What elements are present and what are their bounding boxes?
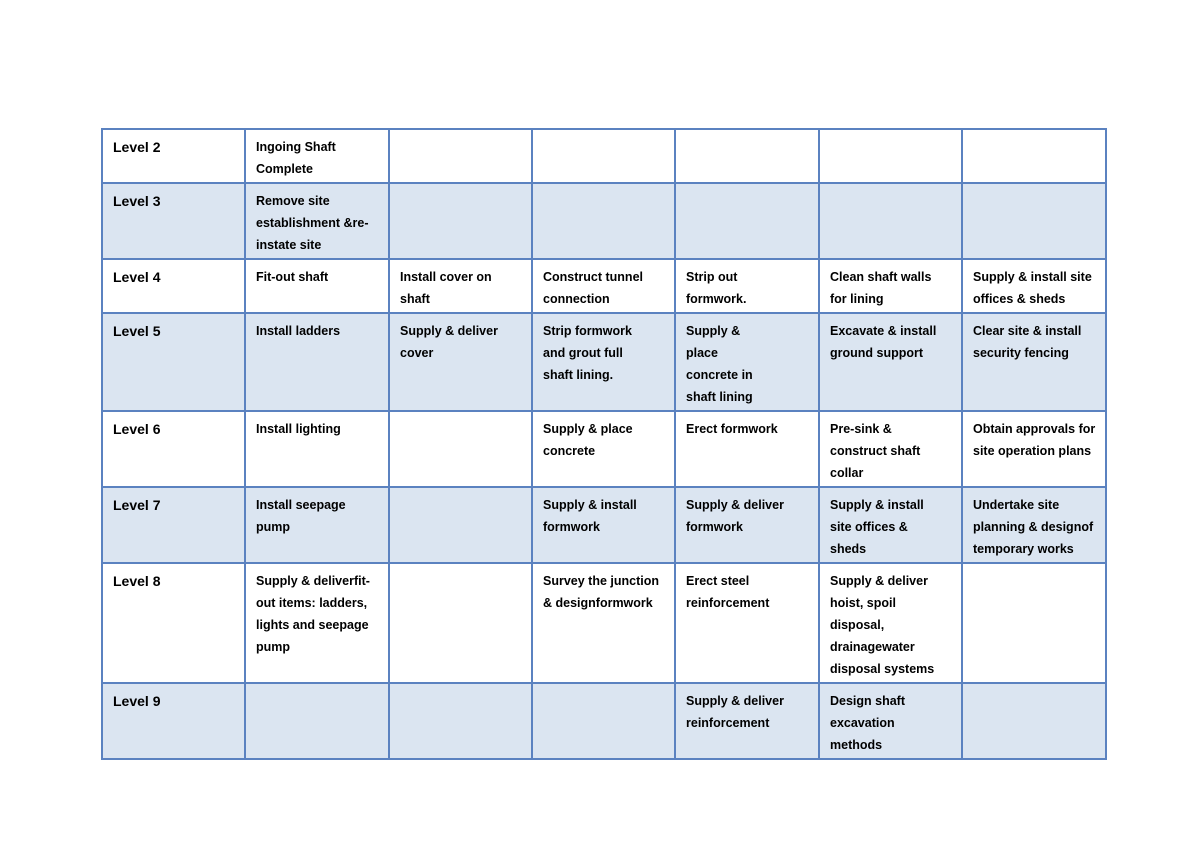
table-cell (532, 129, 675, 183)
table-cell (389, 683, 532, 759)
table-row (102, 487, 1106, 563)
table-cell: Clean shaft walls for lining (819, 259, 962, 313)
table-cell: Supply & place concrete in shaft lining (675, 313, 819, 411)
table-cell (962, 183, 1106, 259)
table-cell (819, 183, 962, 259)
level-cell: Level 8 (102, 563, 245, 683)
table-cell: Install seepage pump (245, 487, 389, 563)
table-row (102, 259, 1106, 313)
table-cell: Strip out formwork. (675, 259, 819, 313)
table-cell (819, 129, 962, 183)
table-cell: Pre-sink & construct shaft collar (819, 411, 962, 487)
table-cell: Supply & deliverfit- out items: ladders, lights and seepage pump (245, 563, 389, 683)
table-cell: Undertake site planning & designof temporary works (962, 487, 1106, 563)
level-cell: Level 5 (102, 313, 245, 411)
table-cell (389, 487, 532, 563)
level-cell: Level 4 (102, 259, 245, 313)
table-cell: Ingoing Shaft Complete (245, 129, 389, 183)
table-cell (532, 683, 675, 759)
table-cell (962, 129, 1106, 183)
work-breakdown-table (101, 128, 1107, 760)
table-cell: Supply & place concrete (532, 411, 675, 487)
level-cell: Level 9 (102, 683, 245, 759)
table-cell: Install cover on shaft (389, 259, 532, 313)
table-cell (675, 129, 819, 183)
table-cell: Supply & install site offices & sheds (962, 259, 1106, 313)
table-row (102, 183, 1106, 259)
table-cell: Strip formwork and grout full shaft lining. (532, 313, 675, 411)
table-cell: Obtain approvals for site operation plans (962, 411, 1106, 487)
table-cell (389, 411, 532, 487)
table-cell (245, 683, 389, 759)
table-cell: Survey the junction & designformwork (532, 563, 675, 683)
table-cell: Erect steel reinforcement (675, 563, 819, 683)
table-cell: Clear site & install security fencing (962, 313, 1106, 411)
table-row (102, 683, 1106, 759)
table-cell (389, 563, 532, 683)
table-cell: Supply & install site offices & sheds (819, 487, 962, 563)
table-cell: Design shaft excavation methods (819, 683, 962, 759)
table-cell: Remove site establishment &re- instate site (245, 183, 389, 259)
table-cell (389, 129, 532, 183)
table-cell (532, 183, 675, 259)
table-row (102, 411, 1106, 487)
table-cell (962, 563, 1106, 683)
table-cell: Construct tunnel connection (532, 259, 675, 313)
table-cell (962, 683, 1106, 759)
table-row (102, 563, 1106, 683)
table-row (102, 313, 1106, 411)
table-row (102, 129, 1106, 183)
level-cell: Level 6 (102, 411, 245, 487)
table-cell: Install ladders (245, 313, 389, 411)
level-cell: Level 2 (102, 129, 245, 183)
level-cell: Level 3 (102, 183, 245, 259)
table-cell (389, 183, 532, 259)
table-cell: Supply & deliver reinforcement (675, 683, 819, 759)
level-cell: Level 7 (102, 487, 245, 563)
table-cell: Supply & deliver formwork (675, 487, 819, 563)
table-cell: Erect formwork (675, 411, 819, 487)
table-cell (675, 183, 819, 259)
table-cell: Supply & install formwork (532, 487, 675, 563)
table-cell: Fit-out shaft (245, 259, 389, 313)
table-cell: Supply & deliver cover (389, 313, 532, 411)
table-cell: Excavate & install ground support (819, 313, 962, 411)
table-cell: Install lighting (245, 411, 389, 487)
table-cell: Supply & deliver hoist, spoil disposal, drainagewater disposal systems (819, 563, 962, 683)
